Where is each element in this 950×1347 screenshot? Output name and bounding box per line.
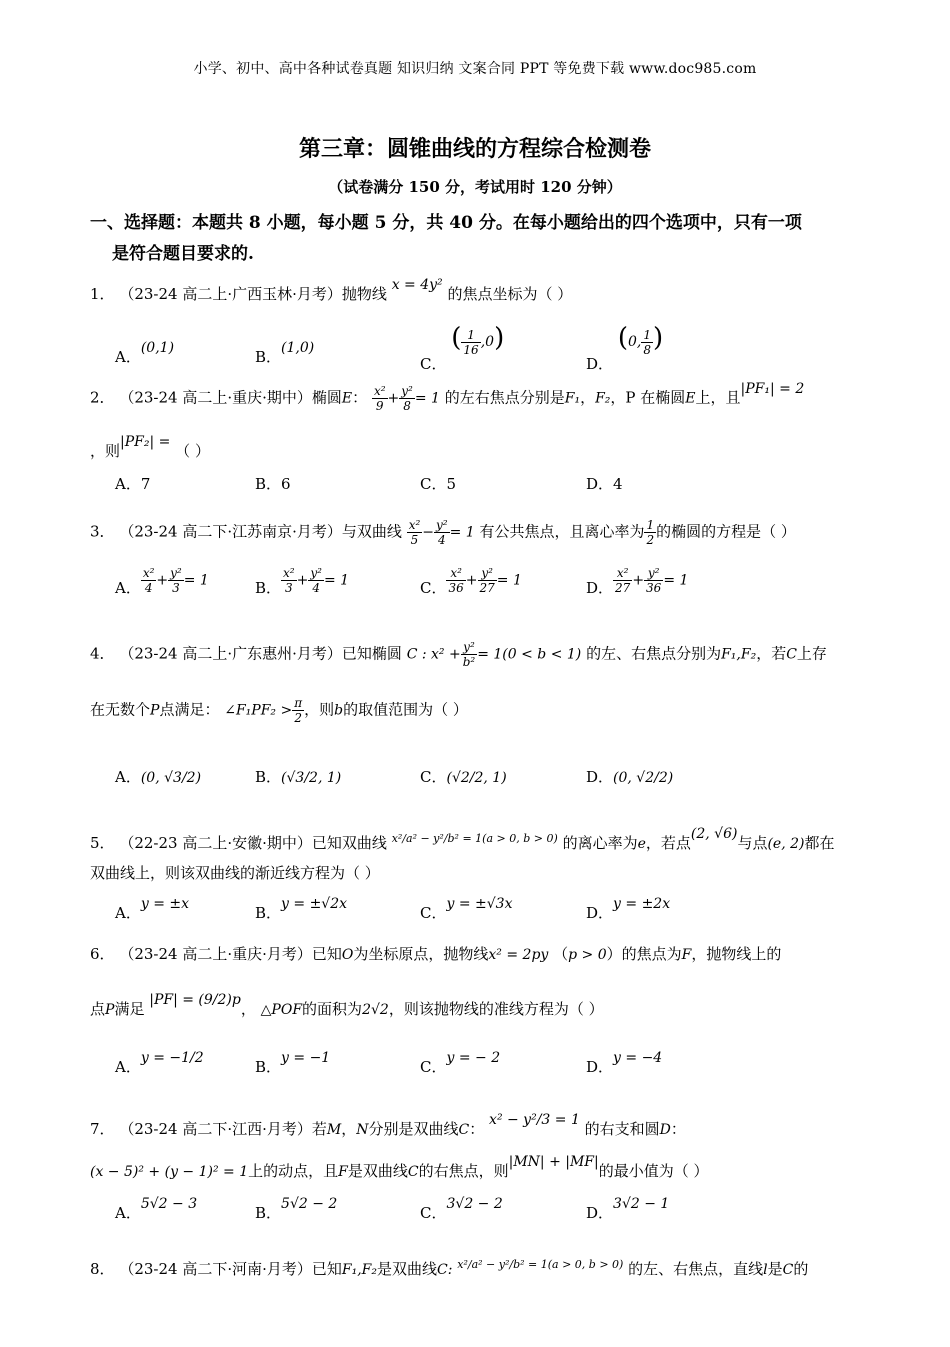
q1-text-a: 抛物线 <box>341 285 387 303</box>
question-6: 6． （23-24 高二上·重庆·月考）已知O为坐标原点，抛物线x² = 2py （p > 0）的焦点为F，抛物线上的 <box>90 945 782 963</box>
q2-frac-y: $\frac{\text{y²}}{8}$ <box>401 384 413 413</box>
q1-option-c-paren-close: ) <box>494 323 505 353</box>
q1-num: 1． <box>90 285 115 303</box>
q5-option-d[interactable]: D．y = ±2x <box>586 896 671 922</box>
q1-option-c-frac: $\frac{1}{16}$ <box>463 327 479 357</box>
q4-option-b[interactable]: B．(√3/2, 1) <box>255 768 342 786</box>
question-3: 3． （23-24 高二下·江苏南京·月考）与双曲线 $\frac{\text{x²}}{5}$ − $\frac{\text{y²}}{4}$ = 1 有公共焦点，且离心率为 $\frac{1}{2}$ 的椭圆的方程是（ ） <box>90 518 796 547</box>
question-5: 5． （22-23 高二上·安徽·期中）已知双曲线 $^{x^2/a^2 - y^2/b^2 = 1(a > 0, b > 0)}$ 的离心率为e，若点(2, √6)与点(e, 2)都在 <box>90 826 835 852</box>
page-title: 第三章：圆锥曲线的方程综合检测卷 <box>298 136 651 162</box>
q1-option-a[interactable] <box>115 340 175 367</box>
page-header: 小学、初中、高中各种试卷真题 知识归纳 文案合同 PPT 等免费下载 www.doc985.com <box>193 61 757 77</box>
question-8: 8． （23-24 高二下·河南·月考）已知F₁,F₂是双曲线C: $^{x^2/a^2 - y^2/b^2 = 1(a > 0, b > 0)}$ 的左、右焦点，直线l是C的 <box>90 1258 809 1278</box>
q1-option-b[interactable] <box>255 340 315 367</box>
section-heading-line2: 是符合题目要求的. <box>112 244 254 264</box>
q6-option-c[interactable]: C．y = − 2 <box>420 1050 501 1076</box>
question-2-line2: ，则|PF₂| = （ ） <box>90 434 210 460</box>
q1-option-c-label: C． <box>420 355 447 373</box>
q2-option-c[interactable]: C．5 <box>420 475 457 493</box>
q3-option-c[interactable]: C． $\frac{\text{x²}}{36}$ + $\frac{\text{y²}}{27}$ = 1 <box>420 566 522 597</box>
q1-option-d-paren-close: ) <box>652 323 664 353</box>
q2-option-d[interactable]: D．4 <box>586 475 623 493</box>
q5-option-b[interactable]: B．y = ±√2x <box>255 896 348 922</box>
question-4: 4． （23-24 高二上·广东惠州·月考）已知椭圆 C : x² + $\frac{\text{y²}}{\text{b²}}$ = 1(0 < b < 1) 的左、右焦点分别为F₁,F₂，若C上存 <box>90 640 827 669</box>
q1-option-a-math: (0,1) <box>140 340 175 356</box>
q6-option-d[interactable]: D．y = −4 <box>586 1050 663 1076</box>
section-heading <box>90 208 865 270</box>
q5-option-a[interactable]: A．y = ±x <box>115 896 190 922</box>
q4-option-a[interactable]: A．(0, √3/2) <box>115 768 202 786</box>
question-7: 7． （23-24 高二下·江西·月考）若M，N分别是双曲线C： x² − y²/3 = 1 的右支和圆D： <box>90 1112 686 1138</box>
question-7-line2: (x − 5)² + (y − 1)² = 1上的动点，且F是双曲线C的右焦点，则|MN| + |MF|的最小值为（ ） <box>90 1154 709 1180</box>
q1-option-c-paren-open: ( <box>451 323 462 353</box>
section-heading-line1: 一、选择题：本题共 8 小题，每小题 5 分，共 40 分。在每小题给出的四个选项中，只有一项 <box>90 213 802 233</box>
q1-math: x = 4y² <box>391 277 443 293</box>
question-2: 2． （23-24 高二上·重庆·期中）椭圆E： $\frac{\text{x²}}{9}$ + $\frac{\text{y²}}{8}$ = 1 的左右焦点分别是F₁，F₂，P 在椭圆E上，且|PF₁| = 2 <box>90 380 805 413</box>
q6-option-b[interactable]: B．y = −1 <box>255 1050 331 1076</box>
q1-option-d-paren-open: ( <box>617 323 628 353</box>
q4-option-c[interactable]: C．(√2/2, 1) <box>420 768 507 786</box>
q2-option-a[interactable]: A．7 <box>115 475 151 493</box>
q2-frac-x: $\frac{\text{x²}}{9}$ <box>373 384 386 413</box>
q3-frac-x: $\frac{\text{x²}}{5}$ <box>408 518 421 547</box>
q1-option-d-label: D． <box>586 355 614 373</box>
q1-option-a-label: A． <box>115 348 141 366</box>
q7-option-d[interactable]: D．3√2 − 1 <box>586 1196 670 1222</box>
question-5-line2: 双曲线上，则该双曲线的渐近线方程为（ ） <box>90 864 380 882</box>
q1-option-d[interactable]: D． (0, $\frac{1}{8}$ ) <box>586 323 664 373</box>
q3-frac-e: $\frac{1}{2}$ <box>646 518 655 547</box>
q6-option-a[interactable]: A．y = −1/2 <box>115 1050 204 1076</box>
q1-text-b: 的焦点坐标为（ ） <box>447 285 573 303</box>
q1-option-c[interactable]: C． ( $\frac{1}{16}$ ,0) <box>420 323 505 373</box>
q3-option-a[interactable]: A． $\frac{\text{x²}}{4}$ + $\frac{\text{y²}}{3}$ = 1 <box>115 566 209 597</box>
question-4-line2: 在无数个P点满足： ∠F₁PF₂ > $\frac{\pi}{2}$ ，则b的取值范围为（ ） <box>90 696 468 725</box>
question-6-line2: 点P满足 |PF| = (9/2)p， △POF的面积为2√2，则该抛物线的准线方程为（ ） <box>90 992 604 1018</box>
q2-option-b[interactable]: B．6 <box>255 475 291 493</box>
q7-option-b[interactable]: B．5√2 − 2 <box>255 1196 338 1222</box>
q3-frac-y: $\frac{\text{y²}}{4}$ <box>436 518 448 547</box>
question-1 <box>90 277 573 304</box>
q3-option-b[interactable]: B． $\frac{\text{x²}}{3}$ + $\frac{\text{y²}}{4}$ = 1 <box>255 566 350 597</box>
q3-option-d[interactable]: D． $\frac{\text{x²}}{27}$ + $\frac{\text{y²}}{36}$ = 1 <box>586 566 689 597</box>
page-subtitle: （试卷满分 150 分，考试用时 120 分钟） <box>328 178 622 196</box>
q1-option-b-label: B． <box>255 348 282 366</box>
q7-option-a[interactable]: A．5√2 − 3 <box>115 1196 198 1222</box>
q1-option-d-frac: $\frac{1}{8}$ <box>643 327 651 357</box>
q1-source: （23-24 高二上·广西玉林·月考） <box>119 285 342 303</box>
q4-option-d[interactable]: D．(0, √2/2) <box>586 768 674 786</box>
q1-option-b-math: (1,0) <box>281 340 315 356</box>
q5-option-c[interactable]: C．y = ±√3x <box>420 896 513 922</box>
q7-option-c[interactable]: C．3√2 − 2 <box>420 1196 503 1222</box>
